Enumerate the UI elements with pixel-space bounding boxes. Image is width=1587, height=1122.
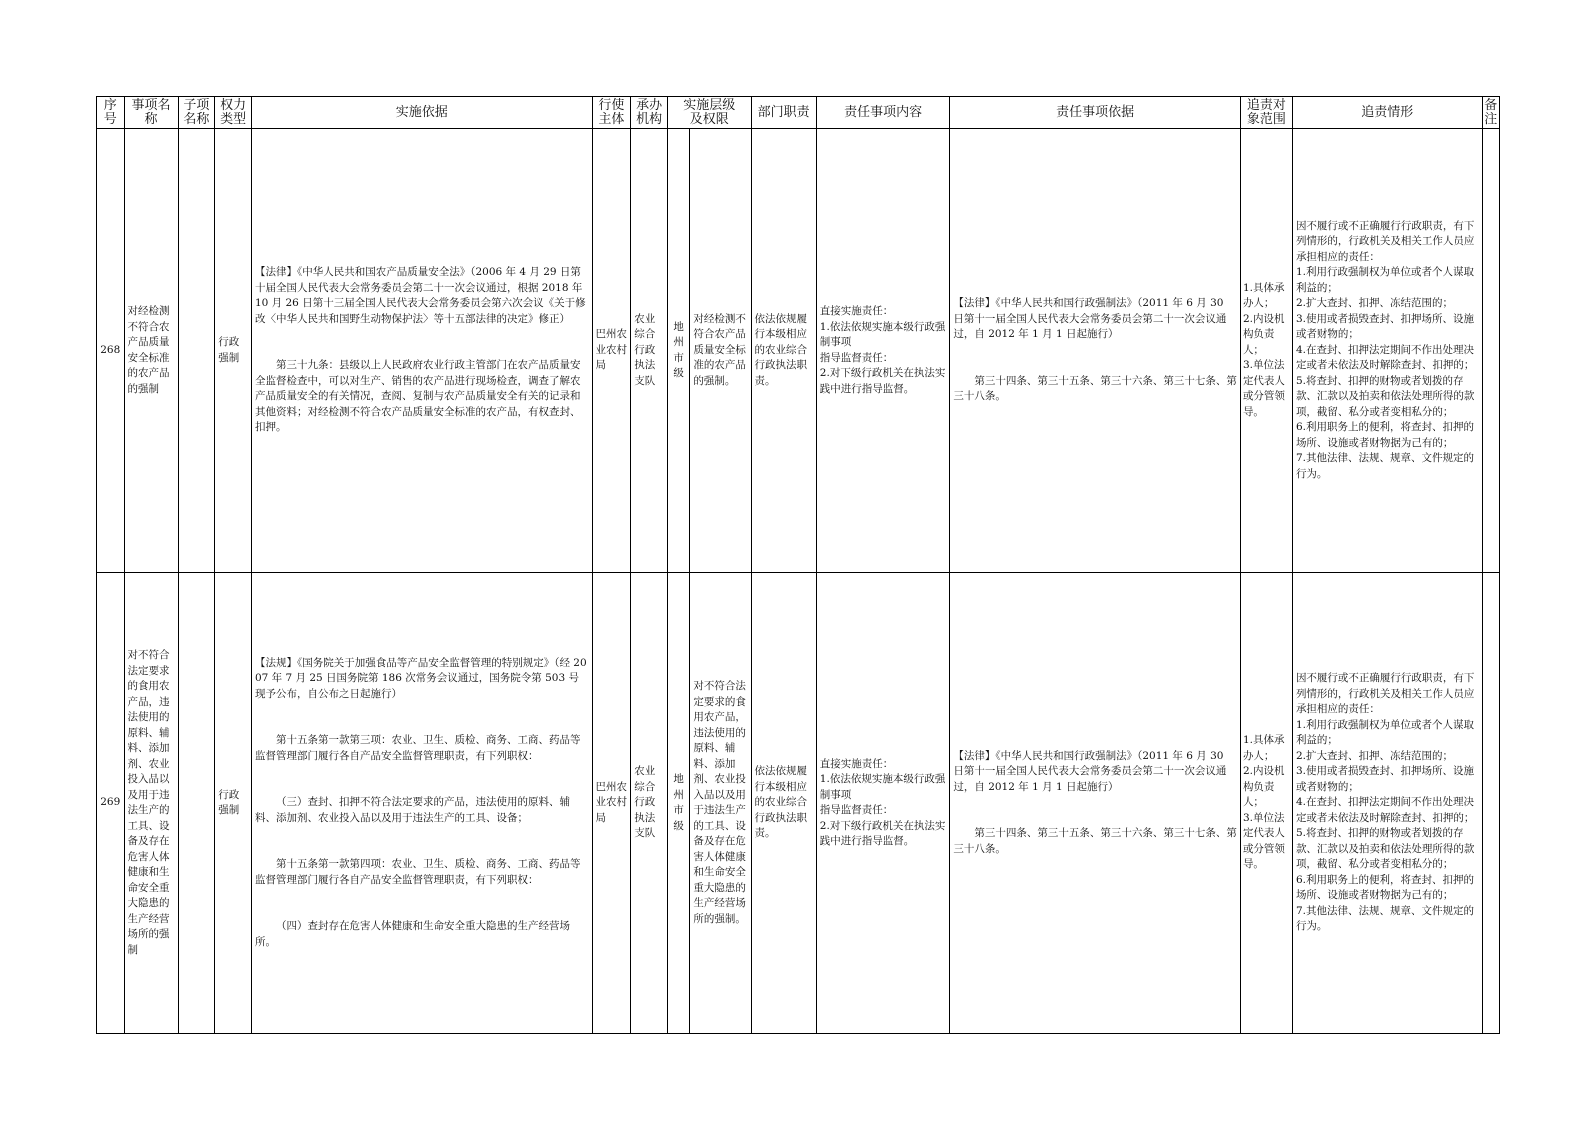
header-seq: 序号 [97,97,125,129]
cell-item-name: 对不符合法定要求的食用农产品，违法使用的原料、辅料、添加剂、农业投入品以及用于违法生产的工具、设备及存在危害人体健康和生命安全重大隐患的生产经营场所的强制 [124,573,178,1034]
basis-paragraph: 第十五条第一款第四项：农业、卫生、质检、商务、工商、药品等监督管理部门履行各自产品安全监督管理职责，有下列职权： [254,858,581,886]
cell-actor: 巴州农业农村局 [592,129,631,573]
cell-power-type: 行政强制 [215,573,252,1034]
table-row [97,573,1500,1034]
header-basis: 实施依据 [251,97,592,129]
cell-seq: 268 [97,129,125,573]
header-dept-duty: 部门职责 [751,97,816,129]
cell-sub-name [178,573,215,1034]
header-resp-basis: 责任事项依据 [950,97,1241,129]
header-resp-content: 责任事项内容 [816,97,950,129]
header-handling-org: 承办机构 [631,97,668,129]
power-list-table [96,96,1500,1034]
cell-resp-basis [950,573,1241,1034]
resp-basis-paragraphs [950,263,1240,438]
table-header-row [97,97,1500,129]
cell-remarks [1482,573,1499,1034]
resp-basis-paragraph: 【法律】《中华人民共和国行政强制法》（2011 年 6 月 30 日第十一届全国人民代表大会常务委员会第二十一次会议通过，自 2012 年 1 月 1 日起施行） [953,749,1227,793]
header-accountable-scope: 追责对象范围 [1240,97,1292,129]
cell-level-name: 地州市级 [667,129,689,573]
header-accountable-situations: 追责情形 [1292,97,1482,129]
cell-power-type: 行政强制 [215,129,252,573]
cell-dept-duty: 依法依规履行本级相应的农业综合行政执法职责。 [751,573,816,1034]
cell-accountable-scope: 1.具体承办人； 2.内设机构负责人； 3.单位法定代表人或分管领导。 [1240,129,1292,573]
cell-accountable-situations: 因不履行或不正确履行行政职责，有下列情形的，行政机关及相关工作人员应承担相应的责任： 1.利用行政强制权为单位或者个人谋取利益的； 2.扩大查封、扣押、冻结范围的； 3.使用或者损毁查封、扣押场所、设施或者财物的； 4.在查封、扣押法定期间不作出处理决定或者未依法及时解除查封、扣押的； 5.将查封、扣押的财物或者划拨的存款、汇款以及拍卖和依法处理所得的款项，截留、私分或者变相私分的； 6.利用职务上的便利，将查封、扣押的场所、设施或者财物据为己有的； 7.其他法律、法规、规章、文件规定的行为。 [1292,573,1482,1034]
header-item-name: 事项名称 [124,97,178,129]
header-remarks: 备注 [1482,97,1499,129]
cell-level-scope: 对不符合法定要求的食用农产品，违法使用的原料、辅料、添加剂、农业投入品以及用于违法生产的工具、设备及存在危害人体健康和生命安全重大隐患的生产经营场所的强制。 [690,573,751,1034]
resp-basis-paragraphs [950,716,1240,891]
cell-actor: 巴州农业农村局 [592,573,631,1034]
cell-resp-basis [950,129,1241,573]
resp-basis-paragraph: 第三十四条、第三十五条、第三十六条、第三十七条、第三十八条。 [953,827,1237,855]
basis-paragraphs [252,232,592,469]
cell-sub-name [178,129,215,573]
resp-basis-paragraph: 第三十四条、第三十五条、第三十六条、第三十七条、第三十八条。 [953,374,1237,403]
cell-basis [251,129,592,573]
header-level: 实施层级及权限 [667,97,751,129]
document-page [96,96,1500,1032]
basis-paragraph: 【法规】《国务院关于加强食品等产品安全监督管理的特别规定》（经 2007 年 7 月 25 日国务院第 186 次常务会议通过，国务院令第 503 号现予公布，自公布之日起施行） [254,656,587,700]
cell-handling-org: 农业综合行政执法支队 [631,573,668,1034]
cell-basis [251,573,592,1034]
basis-paragraphs [252,623,592,984]
cell-resp-content: 直接实施责任： 1.依法依规实施本级行政强制事项 指导监督责任： 2.对下级行政机关在执法实践中进行指导监督。 [816,129,950,573]
cell-item-name: 对经检测不符合农产品质量安全标准的农产品的强制 [124,129,178,573]
cell-accountable-situations: 因不履行或不正确履行行政职责，有下列情形的，行政机关及相关工作人员应承担相应的责任： 1.利用行政强制权为单位或者个人谋取利益的； 2.扩大查封、扣押、冻结范围的； 3.使用或者损毁查封、扣押场所、设施或者财物的； 4.在查封、扣押法定期间不作出处理决定或者未依法及时解除查封、扣押的； 5.将查封、扣押的财物或者划拨的存款、汇款以及拍卖和依法处理所得的款项，截留、私分或者变相私分的； 6.利用职务上的便利，将查封、扣押的场所、设施或者财物据为己有的； 7.其他法律、法规、规章、文件规定的行为。 [1292,129,1482,573]
cell-handling-org: 农业综合行政执法支队 [631,129,668,573]
header-actor: 行使主体 [592,97,631,129]
basis-paragraph: （三）查封、扣押不符合法定要求的产品，违法使用的原料、辅料、添加剂、农业投入品以及用于违法生产的工具、设备； [254,796,570,824]
resp-basis-paragraph: 【法律】《中华人民共和国行政强制法》（2011 年 6 月 30 日第十一届全国人民代表大会常务委员会第二十一次会议通过，自 2012 年 1 月 1 日起施行） [953,297,1227,341]
cell-remarks [1482,129,1499,573]
basis-paragraph: （四）查封存在危害人体健康和生命安全重大隐患的生产经营场所。 [254,920,570,948]
cell-seq: 269 [97,573,125,1034]
header-sub-name: 子项名称 [178,97,215,129]
cell-dept-duty: 依法依规履行本级相应的农业综合行政执法职责。 [751,129,816,573]
basis-paragraph: 第十五条第一款第三项：农业、卫生、质检、商务、工商、药品等监督管理部门履行各自产品安全监督管理职责，有下列职权： [254,734,581,762]
cell-level-name: 地州市级 [667,573,689,1034]
cell-level-scope: 对经检测不符合农产品质量安全标准的农产品的强制。 [690,129,751,573]
header-power-type: 权力类型 [215,97,252,129]
cell-resp-content: 直接实施责任： 1.依法依规实施本级行政强制事项 指导监督责任： 2.对下级行政机关在执法实践中进行指导监督。 [816,573,950,1034]
basis-paragraph: 第三十九条：县级以上人民政府农业行政主管部门在农产品质量安全监督检查中，可以对生产、销售的农产品进行现场检查，调查了解农产品质量安全的有关情况，查阅、复制与农产品质量安全有关的记录和其他资料；对经检测不符合农产品质量安全标准的农产品，有权查封、扣押。 [254,359,581,434]
cell-accountable-scope: 1.具体承办人； 2.内设机构负责人； 3.单位法定代表人或分管领导。 [1240,573,1292,1034]
table-row [97,129,1500,573]
basis-paragraph: 【法律】《中华人民共和国农产品质量安全法》（2006 年 4 月 29 日第十届全国人民代表大会常务委员会第二十一次会议通过，根据 2018 年 10 月 26 日第十三届全国人民代表大会常务委员会第六次会议《关于修改〈中华人民共和国野生动物保护法〉等十五部法律的决定》修正） [254,266,586,325]
